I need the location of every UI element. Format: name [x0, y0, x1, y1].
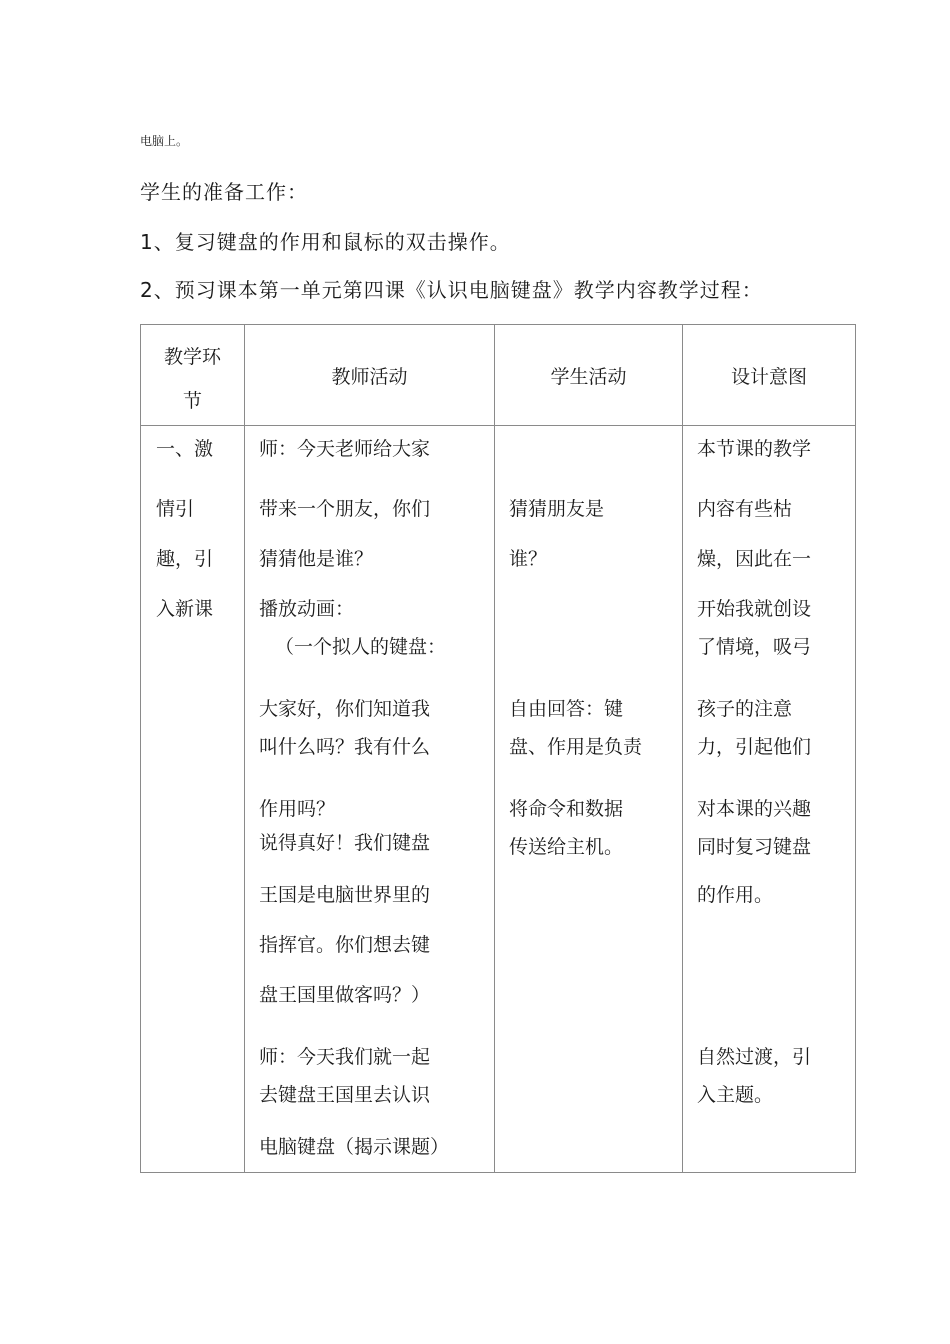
- table-row: [141, 426, 856, 1173]
- intent-line: 了情境，吸弓: [697, 636, 812, 658]
- header-stage-line: 节: [182, 390, 202, 412]
- stage-line: 入新课: [156, 598, 214, 620]
- student-line: 谁？: [509, 548, 548, 570]
- header-intent: 设计意图: [730, 365, 807, 388]
- intent-line: 孩子的注意: [697, 698, 793, 720]
- header-intent-cell: [683, 325, 856, 426]
- teacher-line: 师：今天老师给大家: [259, 438, 431, 460]
- prep-item: 1、复习键盘的作用和鼠标的双击操作。: [140, 230, 511, 254]
- student-line: 传送给主机。: [509, 836, 624, 858]
- stage-line: 一、激: [156, 438, 214, 460]
- stage-line: 情引: [156, 498, 195, 520]
- teacher-line: 叫什么吗？我有什么: [259, 736, 431, 758]
- student-prep-title: 学生的准备工作：: [140, 180, 308, 204]
- teacher-line: 盘王国里做客吗？）: [259, 984, 431, 1006]
- intro-line: 电脑上。: [140, 134, 189, 148]
- teacher-cell: [245, 426, 495, 1173]
- intent-line: 内容有些枯: [697, 498, 793, 520]
- student-line: 将命令和数据: [509, 798, 624, 820]
- teacher-line: 猜猜他是谁？: [259, 548, 374, 570]
- stage-cell: [141, 426, 245, 1173]
- student-line: 猜猜朋友是: [509, 498, 605, 520]
- intent-line: 自然过渡，引: [697, 1046, 812, 1068]
- student-cell: [495, 426, 683, 1173]
- teacher-line: 去键盘王国里去认识: [259, 1084, 431, 1106]
- student-line: 盘、作用是负责: [509, 736, 643, 758]
- table-header-row: [141, 325, 856, 426]
- intent-line: 开始我就创设: [697, 598, 812, 620]
- header-teacher: 教师活动: [331, 365, 408, 388]
- prep-item: 2、预习课本第一单元第四课《认识电脑键盘》教学内容教学过程：: [140, 278, 763, 302]
- intent-line: 同时复习键盘: [697, 836, 812, 858]
- intent-line: 入主题。: [697, 1084, 774, 1106]
- intent-line: 燥，因此在一: [697, 548, 812, 570]
- teacher-line: 作用吗？: [259, 798, 336, 820]
- teacher-line: 指挥官。你们想去键: [259, 934, 431, 956]
- teacher-line: 电脑键盘（揭示课题）: [259, 1136, 450, 1158]
- teacher-line: （一个拟人的键盘：: [275, 636, 447, 658]
- header-stage-line: 教学环: [163, 346, 221, 368]
- teacher-line: 说得真好！我们键盘: [259, 832, 431, 854]
- lesson-plan-table: [140, 324, 856, 1173]
- intent-cell: [683, 426, 856, 1173]
- intent-line: 本节课的教学: [697, 438, 812, 460]
- intent-line: 的作用。: [697, 884, 774, 906]
- stage-line: 趣，引: [156, 548, 214, 570]
- teacher-line: 大家好，你们知道我: [259, 698, 431, 720]
- intent-line: 对本课的兴趣: [697, 798, 812, 820]
- header-student-cell: [495, 325, 683, 426]
- header-teacher-cell: [245, 325, 495, 426]
- header-stage-cell: [141, 325, 245, 426]
- teacher-line: 王国是电脑世界里的: [259, 884, 431, 906]
- header-student: 学生活动: [550, 365, 627, 388]
- student-line: 自由回答：键: [509, 698, 624, 720]
- teacher-line: 师：今天我们就一起: [259, 1046, 431, 1068]
- teacher-line: 带来一个朋友，你们: [259, 498, 431, 520]
- intent-line: 力，引起他们: [697, 736, 812, 758]
- teacher-line: 播放动画：: [259, 598, 355, 620]
